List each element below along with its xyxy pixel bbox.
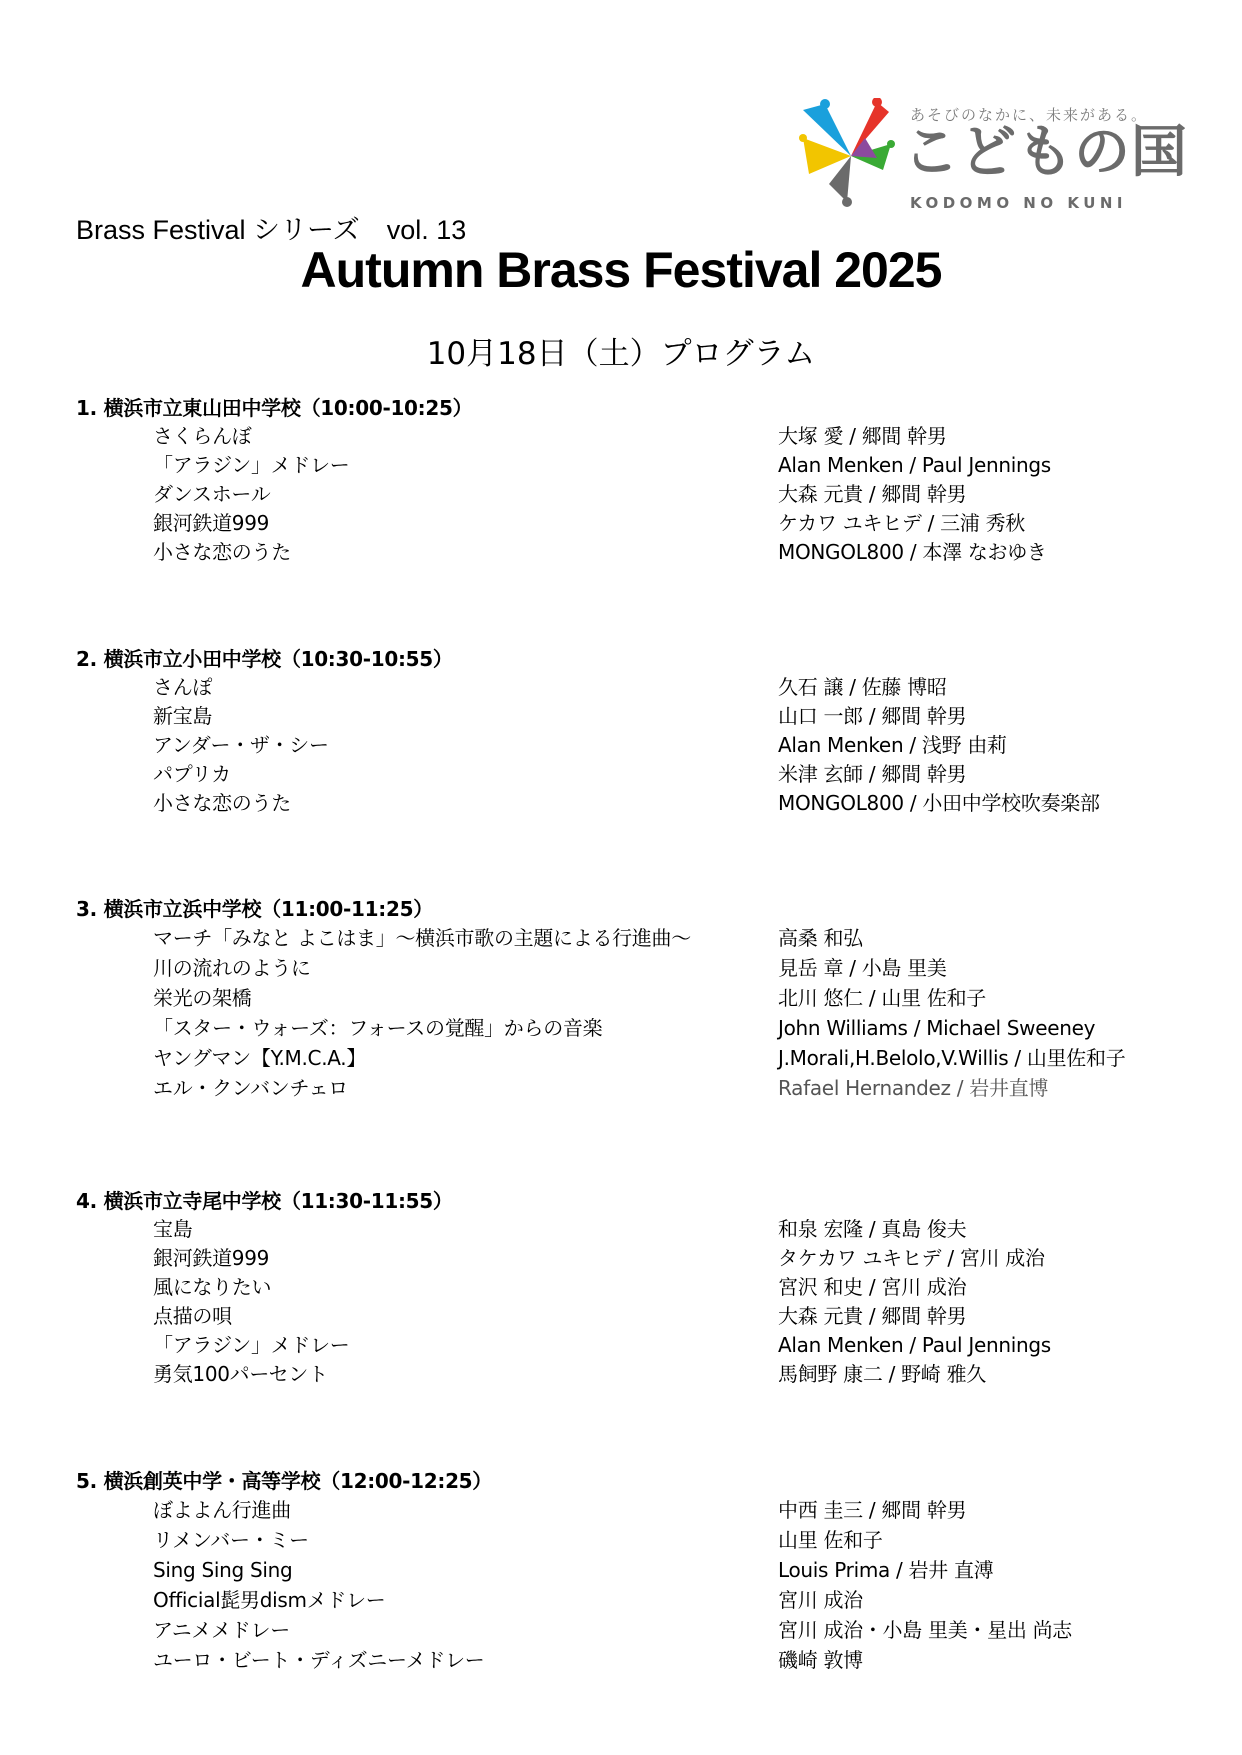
composer-arranger: 宮川 成治 xyxy=(778,1588,863,1612)
composer-arranger: 山口 一郎 / 郷間 幹男 xyxy=(778,704,967,728)
composer-arranger: 見岳 章 / 小島 里美 xyxy=(778,956,947,980)
program-row xyxy=(76,538,1196,567)
program-row xyxy=(76,1073,1196,1103)
song-title: 宝島 xyxy=(153,1217,193,1241)
composer-arranger: 久石 譲 / 佐藤 博昭 xyxy=(778,675,947,699)
composer-arranger: MONGOL800 / 小田中学校吹奏楽部 xyxy=(778,791,1100,815)
composer-arranger: 磯崎 敦博 xyxy=(778,1648,863,1672)
song-title: アニメメドレー xyxy=(153,1618,290,1642)
song-title: さくらんぼ xyxy=(153,424,252,448)
song-title: Official髭男dismメドレー xyxy=(153,1588,386,1612)
program-row xyxy=(76,1302,1196,1331)
song-title: 栄光の架橋 xyxy=(153,986,252,1010)
section-heading: 3. 横浜市立浜中学校（11:00-11:25） xyxy=(76,897,433,921)
composer-arranger: Louis Prima / 岩井 直溥 xyxy=(778,1558,994,1582)
section-heading: 5. 横浜創英中学・高等学校（12:00-12:25） xyxy=(76,1469,493,1493)
song-title: 点描の唄 xyxy=(153,1304,232,1328)
song-title: 銀河鉄道999 xyxy=(153,511,270,535)
kodomo-no-kuni-logo xyxy=(795,98,1188,212)
program-row xyxy=(76,789,1196,818)
program-row xyxy=(76,1525,1196,1555)
program-row xyxy=(76,1360,1196,1389)
composer-arranger: J.Morali,H.Belolo,V.Willis / 山里佐和子 xyxy=(778,1046,1126,1070)
composer-arranger: 和泉 宏隆 / 真島 俊夫 xyxy=(778,1217,967,1241)
program-row xyxy=(76,1013,1196,1043)
song-title: 川の流れのように xyxy=(153,956,311,980)
program-section-5 xyxy=(76,1468,1196,1675)
program-section-1 xyxy=(76,395,1196,567)
song-title: 小さな恋のうた xyxy=(153,540,291,564)
program-row xyxy=(76,1043,1196,1073)
song-title: 勇気100パーセント xyxy=(153,1362,328,1386)
composer-arranger: 山里 佐和子 xyxy=(778,1528,883,1552)
song-title: 「スター・ウォーズ：フォースの覚醒」からの音楽 xyxy=(153,1016,603,1040)
program-row xyxy=(76,480,1196,509)
program-row xyxy=(76,422,1196,451)
program-row xyxy=(76,1215,1196,1244)
composer-arranger: Alan Menken / Paul Jennings xyxy=(778,453,1051,477)
program-row xyxy=(76,731,1196,760)
program-row xyxy=(76,1273,1196,1302)
program-row xyxy=(76,1585,1196,1615)
composer-arranger: 中西 圭三 / 郷間 幹男 xyxy=(778,1498,967,1522)
composer-arranger: MONGOL800 / 本澤 なおゆき xyxy=(778,540,1047,564)
song-title: Sing Sing Sing xyxy=(153,1558,293,1582)
song-title: 銀河鉄道999 xyxy=(153,1246,270,1270)
song-title: さんぽ xyxy=(153,675,213,699)
composer-arranger: タケカワ ユキヒデ / 宮川 成治 xyxy=(778,1246,1045,1270)
composer-arranger: 北川 悠仁 / 山里 佐和子 xyxy=(778,986,986,1010)
song-title: リメンバー・ミー xyxy=(153,1528,309,1552)
program-row xyxy=(76,673,1196,702)
program-section-4 xyxy=(76,1188,1196,1389)
song-title: アンダー・ザ・シー xyxy=(153,733,329,757)
song-title: 風になりたい xyxy=(153,1275,272,1299)
song-title: 「アラジン」メドレー xyxy=(153,453,350,477)
pinwheel-logo-icon xyxy=(795,98,907,210)
composer-arranger: 宮沢 和史 / 宮川 成治 xyxy=(778,1275,967,1299)
program-row xyxy=(76,923,1196,953)
song-title: 新宝島 xyxy=(153,704,213,728)
logo-name: こどもの国 xyxy=(903,120,1188,185)
composer-arranger: 馬飼野 康二 / 野崎 雅久 xyxy=(778,1362,986,1386)
composer-arranger: Rafael Hernandez / 岩井直博 xyxy=(778,1076,1049,1100)
program-date: 10月18日（土）プログラム xyxy=(426,336,816,372)
program-row xyxy=(76,1555,1196,1585)
program-row xyxy=(76,1495,1196,1525)
program-row xyxy=(76,1645,1196,1675)
song-title: マーチ「みなと よこはま」～横浜市歌の主題による行進曲～ xyxy=(153,926,691,950)
song-title: ぼよよん行進曲 xyxy=(153,1498,291,1522)
composer-arranger: 大森 元貴 / 郷間 幹男 xyxy=(778,1304,967,1328)
logo-roman-name: KODOMO NO KUNI xyxy=(910,194,1128,212)
song-title: ダンスホール xyxy=(153,482,271,506)
logo-tagline: あそびのなかに、未来がある。 xyxy=(910,106,1149,124)
composer-arranger: John Williams / Michael Sweeney xyxy=(778,1016,1096,1040)
composer-arranger: 大森 元貴 / 郷間 幹男 xyxy=(778,482,967,506)
program-section-2 xyxy=(76,646,1196,818)
song-title: ヤングマン【Y.M.C.A.】 xyxy=(153,1046,367,1070)
composer-arranger: 大塚 愛 / 郷間 幹男 xyxy=(778,424,947,448)
program-row xyxy=(76,1244,1196,1273)
song-title: 小さな恋のうた xyxy=(153,791,291,815)
program-row xyxy=(76,1615,1196,1645)
composer-arranger: Alan Menken / Paul Jennings xyxy=(778,1333,1051,1357)
song-title: エル・クンバンチェロ xyxy=(153,1076,348,1100)
series-label: Brass Festival シリーズ vol. 13 xyxy=(76,215,467,245)
page-title: Autumn Brass Festival 2025 xyxy=(300,242,942,298)
composer-arranger: 米津 玄師 / 郷間 幹男 xyxy=(778,762,967,786)
program-row xyxy=(76,983,1196,1013)
song-title: パプリカ xyxy=(153,762,231,786)
program-row xyxy=(76,702,1196,731)
program-row xyxy=(76,1331,1196,1360)
program-row xyxy=(76,760,1196,789)
section-heading: 2. 横浜市立小田中学校（10:30-10:55） xyxy=(76,647,453,671)
composer-arranger: 宮川 成治・小島 里美・星出 尚志 xyxy=(778,1618,1072,1642)
program-section-3 xyxy=(76,896,1196,1103)
program-row xyxy=(76,509,1196,538)
section-heading: 4. 横浜市立寺尾中学校（11:30-11:55） xyxy=(76,1189,453,1213)
composer-arranger: ケカワ ユキヒデ / 三浦 秀秋 xyxy=(778,511,1025,535)
program-row xyxy=(76,953,1196,983)
composer-arranger: 高桑 和弘 xyxy=(778,926,863,950)
song-title: 「アラジン」メドレー xyxy=(153,1333,350,1357)
section-heading: 1. 横浜市立東山田中学校（10:00-10:25） xyxy=(76,396,473,420)
program-row xyxy=(76,451,1196,480)
song-title: ユーロ・ビート・ディズニーメドレー xyxy=(153,1648,485,1672)
composer-arranger: Alan Menken / 浅野 由莉 xyxy=(778,733,1007,757)
